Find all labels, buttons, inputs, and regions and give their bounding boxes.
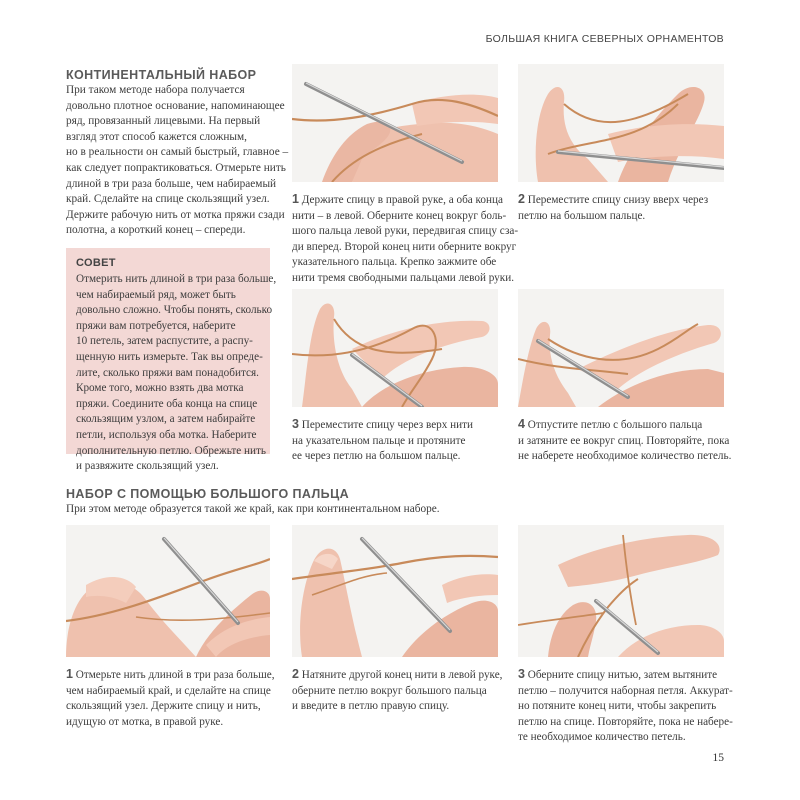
- caption-line: те необходимое количество петель.: [518, 731, 686, 744]
- text-line: Отмерить нить длиной в три раза больше,: [76, 273, 277, 285]
- step-number: 2: [292, 667, 299, 681]
- step-number: 3: [292, 417, 299, 431]
- caption-line: но потяните конец нити, чтобы закрепить: [518, 700, 717, 713]
- page-number: 15: [712, 752, 724, 764]
- caption-line: нити – в левой. Оберните конец вокруг боль-: [292, 209, 507, 222]
- photo-continental-step-3: [292, 289, 498, 407]
- caption-line: [292, 192, 518, 209]
- text-line: чем набираемый ряд, может быть: [76, 288, 236, 301]
- tip-body: [76, 272, 276, 475]
- caption-text: Оберните спицу нитью, затем вытяните: [527, 669, 718, 681]
- caption-line: указательного пальца. Крепко зажмите обе: [292, 256, 497, 269]
- text-line: Кроме того, можно взять два мотка: [76, 382, 244, 395]
- caption-line: оберните петлю вокруг большого пальца: [292, 684, 487, 697]
- text-line: и развяжите скользящий узел.: [76, 460, 219, 473]
- photo-continental-step-2: [518, 64, 724, 182]
- text-line: лите, сколько пряжи вам понадобится.: [76, 366, 259, 379]
- step-number: 2: [518, 192, 525, 206]
- caption-line: идущую от мотка, в правой руке.: [66, 715, 224, 728]
- caption-line: и введите в петлю правую спицу.: [292, 700, 450, 713]
- text-line: довольно сложно. Чтобы понять, сколько: [76, 304, 273, 317]
- caption-text: Переместите спицу через верх нити: [301, 419, 474, 431]
- text-line: взгляд этот способ кажется сложным,: [66, 130, 247, 143]
- caption-line: и затяните ее вокруг спиц. Повторяйте, пока: [518, 434, 730, 447]
- caption-text: Держите спицу в правой руке, а оба конца: [301, 194, 503, 206]
- caption-line: [518, 192, 708, 209]
- thumb-intro: При этом методе образуется такой же край, как при континентальном наборе.: [66, 503, 440, 515]
- text-line: но в реальности он самый быстрый, главное –: [66, 146, 289, 159]
- photo-continental-step-1: [292, 64, 498, 182]
- photo-continental-step-4: [518, 289, 724, 407]
- caption-line: [292, 667, 502, 684]
- text-line: дополнительную петлю. Обрежьте нить: [76, 444, 267, 457]
- caption-line: [518, 417, 731, 434]
- text-line: скользящим узлом, а затем набирайте: [76, 413, 256, 426]
- tip-title: СОВЕТ: [76, 257, 116, 269]
- caption-line: на указательном пальце и протяните: [292, 434, 466, 447]
- tip-box: [66, 248, 277, 473]
- caption-line: шого пальца левой руки, передвигая спицу сза-: [292, 225, 519, 238]
- caption-continental-step-3: [292, 417, 473, 465]
- caption-line: [292, 417, 473, 434]
- text-line: 10 петель, затем распустите, а распу-: [76, 335, 253, 348]
- step-number: 1: [66, 667, 73, 681]
- caption-text: Отпустите петлю с большого пальца: [527, 419, 703, 431]
- thumb-title: НАБОР С ПОМОЩЬЮ БОЛЬШОГО ПАЛЬЦА: [66, 487, 350, 501]
- photo-thumb-step-3: [518, 525, 724, 657]
- caption-line: петлю на спице. Повторяйте, пока не набере-: [518, 715, 733, 728]
- caption-continental-step-1: [292, 192, 518, 287]
- caption-line: ди вперед. Второй конец нити оберните вокруг: [292, 240, 517, 253]
- text-line: пряжи. Соедините оба конца на спице: [76, 397, 258, 410]
- caption-line: петлю – получится наборная петля. Аккурат-: [518, 684, 733, 697]
- step-number: 4: [518, 417, 525, 431]
- text-line: длиной в три раза больше, чем набираемый: [66, 177, 277, 190]
- text-line: край. Сделайте на спице скользящий узел.: [66, 193, 270, 206]
- text-line: как следует попрактиковаться. Отмерьте нить: [66, 161, 286, 174]
- caption-line: петлю на большом пальце.: [518, 209, 646, 222]
- caption-text: Отмерьте нить длиной в три раза больше,: [75, 669, 275, 681]
- text-line: пряжи вам потребуется, наберите: [76, 319, 236, 332]
- caption-line: [518, 667, 733, 684]
- continental-body: [66, 83, 288, 239]
- caption-thumb-step-1: [66, 667, 275, 730]
- step-number: 1: [292, 192, 299, 206]
- step-number: 3: [518, 667, 525, 681]
- caption-thumb-step-2: [292, 667, 502, 715]
- text-line: ряд, провязанный лицевыми. На первый: [66, 115, 261, 128]
- continental-title: КОНТИНЕНТАЛЬНЫЙ НАБОР: [66, 68, 257, 82]
- text-line: довольно плотное основание, напоминающее: [66, 99, 285, 112]
- text-line: полотна, а короткий конец – спереди.: [66, 224, 246, 237]
- photo-thumb-step-2: [292, 525, 498, 657]
- caption-line: [66, 667, 275, 684]
- caption-continental-step-4: [518, 417, 731, 465]
- running-head: БОЛЬШАЯ КНИГА СЕВЕРНЫХ ОРНАМЕНТОВ: [485, 33, 724, 45]
- text-line: петли, используя оба мотка. Наберите: [76, 428, 257, 441]
- caption-line: чем набираемый край, и сделайте на спице: [66, 684, 271, 697]
- caption-line: ее через петлю на большом пальце.: [292, 450, 461, 463]
- text-line: щенную нить измерьте. Так вы опреде-: [76, 350, 263, 363]
- text-line: Держите рабочую нить от мотка пряжи сзади: [66, 208, 285, 221]
- caption-line: нити тремя свободными пальцами левой руки.: [292, 271, 514, 284]
- photo-thumb-step-1: [66, 525, 270, 657]
- caption-thumb-step-3: [518, 667, 733, 746]
- caption-continental-step-2: [518, 192, 708, 224]
- text-line: При таком методе набора получается: [66, 84, 245, 96]
- caption-text: Переместите спицу снизу вверх через: [527, 194, 709, 206]
- caption-line: не наберете необходимое количество петель.: [518, 450, 732, 463]
- caption-line: скользящий узел. Держите спицу и нить,: [66, 700, 261, 713]
- caption-text: Натяните другой конец нити в левой руке,: [301, 669, 503, 681]
